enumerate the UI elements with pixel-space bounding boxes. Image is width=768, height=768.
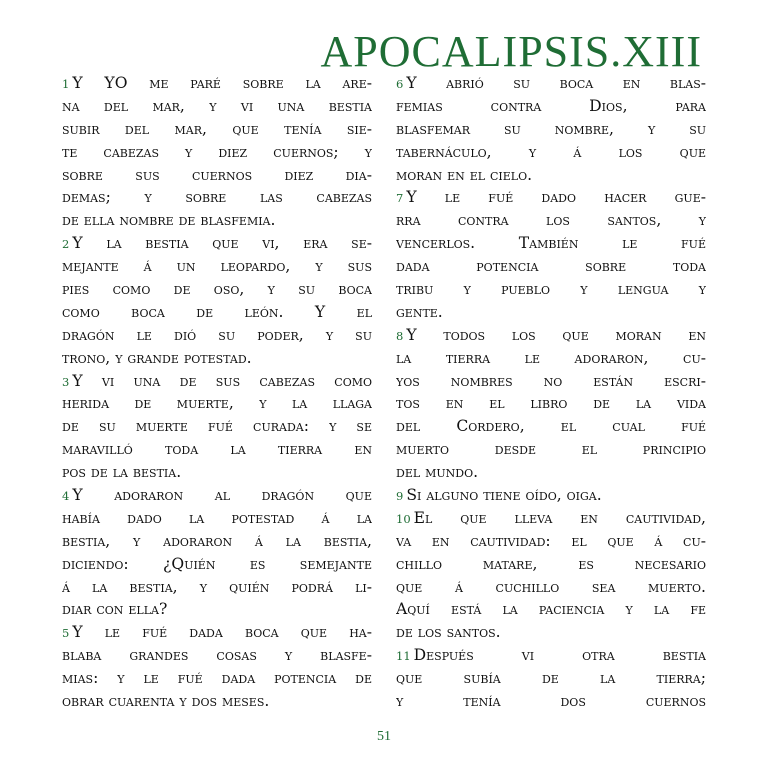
line-text: del Cordero, el cual fué: [396, 417, 706, 436]
line-text: blaba grandes cosas y blasfe-: [62, 646, 372, 665]
text-line: [396, 507, 706, 530]
text-line: [62, 324, 372, 347]
line-text: y tenía dos cuernos: [396, 692, 706, 711]
line-text: como boca de león. Y el: [62, 302, 372, 321]
text-line: [396, 370, 706, 393]
line-text: demas; y sobre las cabezas: [62, 188, 372, 207]
text-line: [62, 278, 372, 301]
text-line: [62, 415, 372, 438]
text-line: [396, 415, 706, 438]
line-text: moran en el cielo.: [396, 165, 533, 184]
line-text: de los santos.: [396, 623, 501, 642]
line-text: chillo matare, es necesario: [396, 554, 706, 573]
line-text: obrar cuarenta y dos meses.: [62, 692, 270, 711]
text-line: [62, 347, 372, 370]
line-text: dragón le dió su poder, y su: [62, 325, 372, 344]
verse-number: 10: [396, 511, 411, 526]
line-text: Si alguno tiene oído, oiga.: [406, 486, 602, 505]
line-text: tos en el libro de la vida: [396, 394, 706, 413]
line-text: rra contra los santos, y: [396, 211, 706, 230]
line-text: tabernáculo, y á los que: [396, 142, 706, 161]
text-line: [62, 507, 372, 530]
line-text: pies como de oso, y su boca: [62, 280, 372, 299]
line-text: bestia, y adoraron á la bestia,: [62, 531, 372, 550]
verse-number: 2: [62, 237, 70, 252]
line-text: Y le fué dada boca que ha-: [72, 623, 372, 642]
verse-number: 8: [396, 328, 404, 343]
line-text: blasfemar su nombre, y su: [396, 119, 706, 138]
line-text: femias contra Dios, para: [396, 96, 706, 115]
text-line: [396, 461, 706, 484]
text-line: [62, 370, 372, 393]
text-line: [62, 667, 372, 690]
line-text: diciendo: ¿Quién es semejante: [62, 554, 372, 573]
line-text: Después vi otra bestia: [413, 646, 706, 665]
line-text: trono, y grande potestad.: [62, 348, 252, 367]
text-line: [62, 95, 372, 118]
text-line: [62, 209, 372, 232]
text-line: [396, 621, 706, 644]
text-line: [396, 576, 706, 599]
line-text: dada potencia sobre toda: [396, 257, 706, 276]
text-line: [62, 461, 372, 484]
text-line: [396, 667, 706, 690]
verse-number: 6: [396, 77, 404, 91]
line-text: va en cautividad: el que á cu-: [396, 531, 706, 550]
line-text: yos nombres no están escri-: [396, 371, 706, 390]
line-text: la tierra le adoraron, cu-: [396, 348, 706, 367]
text-line: [396, 324, 706, 347]
line-text: pos de la bestia.: [62, 463, 182, 482]
text-line: [62, 644, 372, 667]
line-text: de ella nombre de blasfemia.: [62, 211, 276, 230]
line-text: tribu y pueblo y lengua y: [396, 280, 706, 299]
line-text: El que lleva en cautividad,: [413, 508, 706, 527]
line-text: mejante á un leopardo, y sus: [62, 257, 372, 276]
text-line: [396, 278, 706, 301]
page-number: 51: [377, 729, 391, 744]
text-line: [396, 347, 706, 370]
line-text: Aquí está la paciencia y la fe: [396, 600, 706, 619]
verse-number: 7: [396, 191, 404, 206]
line-text: Y todos los que moran en: [406, 325, 706, 344]
verse-number: 3: [62, 374, 70, 389]
text-line: [396, 255, 706, 278]
text-line: [62, 690, 372, 713]
text-line: [396, 72, 706, 95]
text-line: [396, 301, 706, 324]
verse-number: 4: [62, 489, 70, 504]
text-line: [62, 301, 372, 324]
line-text: te cabezas y diez cuernos; y: [62, 142, 372, 161]
text-line: [396, 644, 706, 667]
text-line: [396, 530, 706, 553]
text-line: [62, 164, 372, 187]
text-line: [62, 255, 372, 278]
line-text: gente.: [396, 302, 443, 321]
line-text: mias: y le fué dada potencia de: [62, 669, 372, 688]
text-line: [62, 186, 372, 209]
line-text: vencerlos. También le fué: [396, 234, 706, 253]
line-text: na del mar, y vi una bestia: [62, 96, 372, 115]
text-line: [62, 553, 372, 576]
chapter-title: APOCALIPSIS.XIII: [320, 27, 702, 76]
text-line: [396, 118, 706, 141]
text-line: [396, 438, 706, 461]
line-text: Y adoraron al dragón que: [72, 486, 372, 505]
line-text: á la bestia, y quién podrá li-: [62, 577, 372, 596]
line-text: diar con ella?: [62, 600, 168, 619]
text-line: [62, 141, 372, 164]
text-line: [396, 164, 706, 187]
line-text: muerto desde el principio: [396, 440, 706, 459]
verse-number: 9: [396, 489, 404, 504]
text-line: [396, 392, 706, 415]
line-text: subir del mar, que tenía sie-: [62, 119, 372, 138]
text-line: [62, 484, 372, 507]
right-column: [396, 72, 706, 713]
text-line: [62, 530, 372, 553]
text-line: [396, 209, 706, 232]
text-line: [396, 186, 706, 209]
line-text: Y YO me paré sobre la are-: [72, 74, 372, 92]
line-text: que subía de la tierra;: [396, 669, 706, 688]
text-line: [62, 72, 372, 95]
left-column: [62, 72, 372, 713]
line-text: de su muerte fué curada: y se: [62, 417, 372, 436]
line-text: había dado la potestad á la: [62, 508, 372, 527]
text-line: [396, 141, 706, 164]
text-line: [396, 553, 706, 576]
line-text: sobre sus cuernos diez dia-: [62, 165, 372, 184]
text-line: [62, 621, 372, 644]
line-text: maravilló toda la tierra en: [62, 440, 372, 459]
text-line: [62, 232, 372, 255]
text-line: [62, 576, 372, 599]
text-line: [62, 598, 372, 621]
text-line: [62, 438, 372, 461]
text-line: [62, 118, 372, 141]
text-line: [396, 690, 706, 713]
line-text: Y le fué dado hacer gue-: [406, 188, 706, 207]
line-text: del mundo.: [396, 463, 479, 482]
text-line: [396, 598, 706, 621]
verse-number: 1: [62, 77, 70, 91]
line-text: Y la bestia que vi, era se-: [72, 234, 372, 253]
text-line: [396, 232, 706, 255]
line-text: herida de muerte, y la llaga: [62, 394, 372, 413]
text-line: [396, 484, 706, 507]
text-line: [62, 392, 372, 415]
line-text: Y abrió su boca en blas-: [406, 74, 706, 92]
verse-number: 11: [396, 649, 411, 664]
verse-number: 5: [62, 626, 70, 641]
line-text: Y vi una de sus cabezas como: [72, 371, 372, 390]
text-line: [396, 95, 706, 118]
line-text: que á cuchillo sea muerto.: [396, 577, 706, 596]
